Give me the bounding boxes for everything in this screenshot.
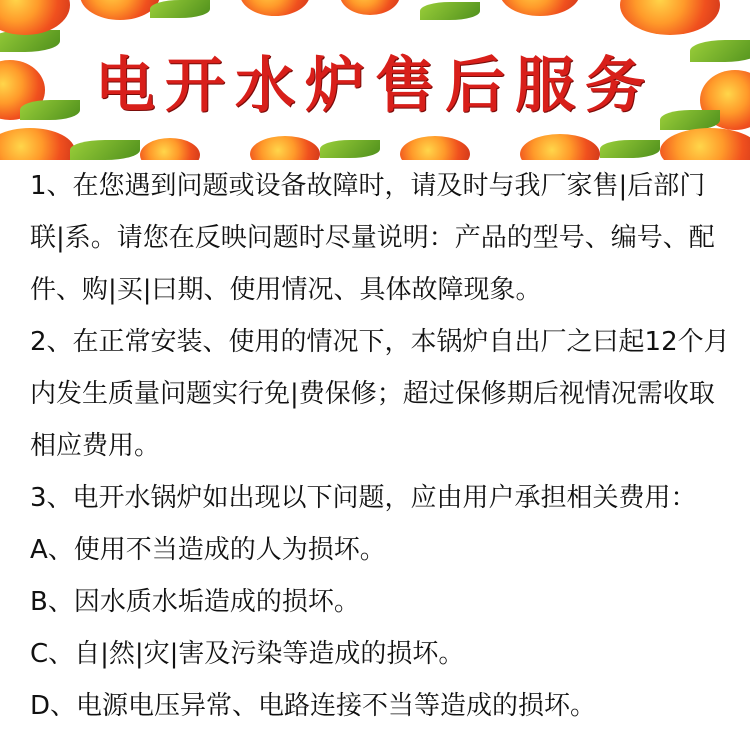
term-paragraph-2: 2、在正常安装、使用的情况下，本锅炉自出厂之曰起12个月内发生质量问题实行免|费保修；超过保修期后视情况需收取相应费用。 [30,327,730,461]
service-terms [30,160,730,732]
term-paragraph-1: 1、在您遇到问题或设备故障时，请及时与我厂家售|后部门联|系。请您在反映问题时尽量说明：产品的型号、编号、配件、购|买|曰期、使用情况、具体故障现象。 [30,171,715,305]
term-paragraph-3: 3、电开水锅炉如出现以下问题，应由用户承担相关费用： [30,483,697,513]
exclusion-item-d: D、电源电压异常、电路连接不当等造成的损坏。 [30,691,597,721]
leaf-decoration [320,140,380,158]
flower-decoration [240,0,310,16]
leaf-decoration [150,0,210,18]
leaf-decoration [420,2,480,20]
flower-decoration [340,0,400,15]
flower-decoration [500,0,580,16]
flower-decoration [250,136,320,160]
flower-decoration [400,136,470,160]
flower-decoration [520,134,600,160]
flower-decoration [140,138,200,160]
page-title: 电开水炉售后服务 [95,51,655,121]
exclusion-item-c: C、自|然|灾|害及污染等造成的损坏。 [30,639,465,669]
flower-decoration [660,128,750,160]
flower-decoration [0,128,75,160]
leaf-decoration [600,140,660,158]
flower-decoration [620,0,720,35]
flower-decoration [80,0,160,20]
flower-banner [0,0,750,160]
exclusion-item-a: A、使用不当造成的人为损坏。 [30,535,386,565]
exclusion-item-b: B、因水质水垢造成的损坏。 [30,587,360,617]
leaf-decoration [70,140,140,160]
